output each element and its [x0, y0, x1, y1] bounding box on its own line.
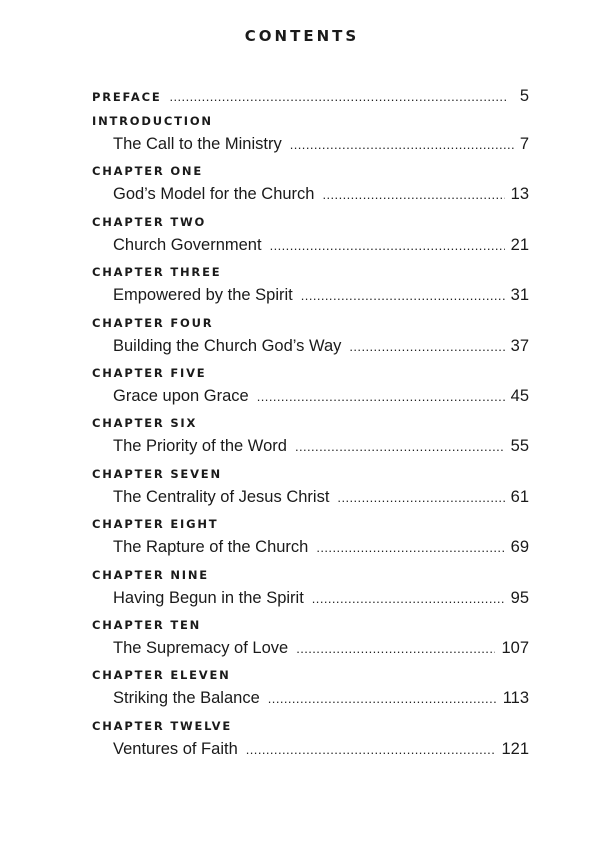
dot-leader	[169, 87, 513, 107]
chapter-title: Ventures of Faith	[113, 739, 238, 758]
preface-label: PREFACE	[92, 90, 162, 104]
page-title: CONTENTS	[244, 27, 360, 45]
chapter-label: INTRODUCTION	[92, 114, 213, 128]
chapter-label: CHAPTER ONE	[92, 164, 204, 179]
toc-line	[113, 132, 529, 156]
page-number: 31	[510, 286, 529, 305]
chapter-label: CHAPTER TEN	[92, 617, 202, 632]
page-number: 95	[510, 588, 529, 607]
dot-leader	[301, 284, 505, 308]
chapter-title: The Priority of the Word	[113, 437, 287, 456]
toc-entry-preface[interactable]	[92, 86, 529, 114]
table-of-contents	[92, 86, 529, 769]
toc-entry-introduction[interactable]	[92, 114, 529, 164]
toc-entry-chapter-nine[interactable]	[92, 568, 529, 618]
toc-entry-chapter-eleven[interactable]	[92, 668, 529, 718]
toc-line	[113, 485, 529, 509]
page-number: 45	[510, 386, 529, 405]
chapter-label: CHAPTER FIVE	[92, 365, 207, 380]
chapter-label: CHAPTER NINE	[92, 567, 209, 582]
dot-leader	[349, 335, 504, 359]
page-number: 55	[510, 437, 529, 456]
toc-line	[113, 636, 529, 660]
toc-entry-chapter-twelve[interactable]	[92, 719, 529, 769]
toc-entry-chapter-four[interactable]	[92, 316, 529, 366]
chapter-title: The Centrality of Jesus Christ	[113, 487, 330, 506]
toc-line	[92, 86, 529, 106]
chapter-title: Grace upon Grace	[113, 386, 249, 405]
chapter-title: Striking the Balance	[113, 689, 260, 708]
chapter-label: CHAPTER TWELVE	[92, 718, 233, 733]
chapter-label: CHAPTER THREE	[92, 265, 222, 280]
page-number: 7	[519, 135, 529, 153]
chapter-title: Building the Church God’s Way	[113, 336, 342, 355]
toc-entry-chapter-seven[interactable]	[92, 467, 529, 517]
chapter-title: Having Begun in the Spirit	[113, 588, 304, 607]
toc-entry-chapter-two[interactable]	[92, 215, 529, 265]
page-number: 21	[510, 235, 529, 254]
toc-entry-chapter-three[interactable]	[92, 265, 529, 315]
dot-leader	[295, 435, 505, 459]
dot-leader	[337, 486, 504, 510]
chapter-label: CHAPTER FOUR	[92, 315, 214, 330]
chapter-title: God’s Model for the Church	[113, 185, 315, 204]
dot-leader	[290, 133, 514, 157]
toc-line	[113, 434, 529, 458]
page-number: 121	[501, 739, 529, 758]
chapter-title: Empowered by the Spirit	[113, 286, 293, 305]
chapter-title: The Call to the Ministry	[113, 135, 282, 153]
toc-line	[113, 686, 529, 710]
dot-leader	[316, 536, 504, 560]
page-number: 61	[510, 487, 529, 506]
chapter-label: CHAPTER EIGHT	[92, 517, 219, 532]
page-number: 13	[510, 185, 529, 204]
toc-line	[113, 334, 529, 358]
toc-entry-chapter-eight[interactable]	[92, 517, 529, 567]
dot-leader	[246, 738, 496, 762]
chapter-label: CHAPTER TWO	[92, 214, 207, 229]
page-number: 69	[510, 538, 529, 557]
page-number: 107	[501, 638, 529, 657]
dot-leader	[270, 234, 505, 258]
dot-leader	[268, 687, 497, 711]
dot-leader	[257, 385, 505, 409]
toc-line	[113, 283, 529, 307]
toc-line	[113, 182, 529, 206]
toc-line	[113, 737, 529, 761]
toc-entry-chapter-one[interactable]	[92, 164, 529, 214]
chapter-label: CHAPTER ELEVEN	[92, 668, 231, 683]
toc-line	[113, 586, 529, 610]
chapter-label: CHAPTER SIX	[92, 416, 198, 431]
page-number: 37	[510, 336, 529, 355]
toc-line	[113, 384, 529, 408]
chapter-label: CHAPTER SEVEN	[92, 466, 222, 481]
page-number: 113	[502, 689, 529, 708]
toc-entry-chapter-ten[interactable]	[92, 618, 529, 668]
toc-entry-chapter-five[interactable]	[92, 366, 529, 416]
toc-entry-chapter-six[interactable]	[92, 416, 529, 466]
toc-line	[113, 535, 529, 559]
toc-line	[113, 233, 529, 257]
page-number: 5	[519, 87, 529, 105]
dot-leader	[312, 587, 505, 611]
chapter-title: The Supremacy of Love	[113, 638, 289, 657]
chapter-title: Church Government	[113, 235, 262, 254]
chapter-title: The Rapture of the Church	[113, 538, 309, 557]
dot-leader	[322, 183, 504, 207]
dot-leader	[296, 637, 495, 661]
